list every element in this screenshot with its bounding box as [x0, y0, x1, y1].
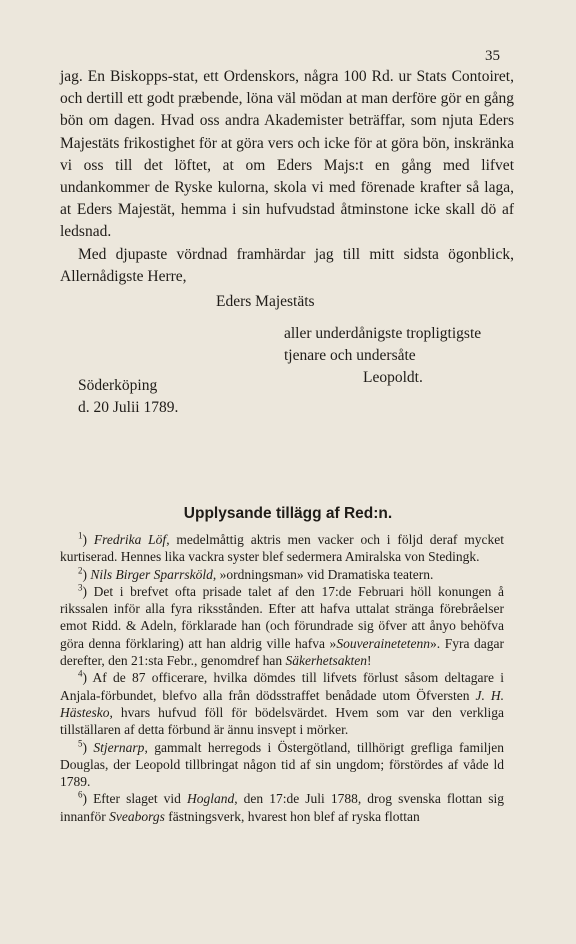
footnote-number: 3 [78, 582, 83, 593]
footnote-text: , »ordningsman» vid Dramatiska teatern. [212, 566, 434, 582]
footnote-name: Sveaborgs [109, 808, 165, 824]
footnote-number: 6 [78, 789, 83, 800]
signature-line-2: tjenare och undersåte [284, 347, 416, 365]
footnote-name: Stjernarp [93, 739, 145, 755]
footnote-text: , den 17:de Juli 1788, drog svenska flottan sig innanför [60, 791, 504, 824]
letter-paragraph-1: jag. En Biskopps-stat, ett Ordenskors, några 100 Rd. ur Stats Contoiret, och dertill ett godt præbende, löna väl mödan at man derföre gör en gång bön om dagen. Hvad oss andra Akademister beträffar, som njuta Eders Majestäts frikostighet för at göra vers och icke för at göra bön, inskränka vi oss till det löftet, at om Eders Majs:t en gång med lifvet undankommer de Ryske kulorna, skola vi med förenade krafter så laga, at Eders Majestät, hemma i sin hufvudstad åtminstone icke skall dö af ledsnad. [60, 68, 514, 241]
footnote-6: $^6$) Efter slaget vid Hogland, den 17:de Juli 1788, drog svenska flottan sig innanför Sveaborgs fästningsverk, hvarest hon blef af ryska flottan [60, 789, 504, 824]
footnote-text: Efter slaget vid [93, 791, 187, 807]
letter-closing: Eders Majestäts [216, 293, 315, 311]
footnote-emphasis: Souverainetetenn [336, 635, 431, 651]
notes-heading: Upplysande tillägg af Red:n. [183, 505, 393, 522]
footnote-text: , hvars hufvud föll för bödelsvärdet. Hvem som var den verkliga tillställaren af detta förbund är ännu insvept i mörker. [60, 704, 504, 738]
footnote-4: $^4$) Af de 87 officerare, hvilka dömdes till lifvets förlust såsom deltagare i Anjala-förbundet, blefvo alla från dödsstraffet benådade utom Öfversten J. H. Hästesko, hvars hufvud föll för bödelsvärdet. Hvem som var den verkliga tillställaren af detta förbund är ännu insvept i mörker. [60, 668, 504, 738]
signature-block [60, 323, 514, 433]
letter-place: Söderköping [78, 377, 158, 395]
letter-date: d. 20 Julii 1789. [78, 399, 179, 417]
page-number: 35 [485, 48, 500, 64]
footnote-number: 5 [78, 738, 83, 749]
letter-paragraph-2: Med djupaste vördnad framhärdar jag till mitt sidsta ögonblick, Allernådigste Herre, [60, 245, 514, 285]
letter-body [60, 66, 514, 433]
footnote-text: , medelmåttig aktris men vacker och i följd deraf mycket kurtiserad. Hennes lika vackra syster blef sedermera Amiralska von Stedingk. [60, 532, 505, 565]
footnote-name: J. H. Hästesko [60, 687, 504, 720]
footnote-3: $^3$) Det i brefvet ofta prisade talet af den 17:de Februari höll konungen å rikssalen inför alla fyra riksstånden. Efter att hafva uttalat stränga förebråelser emot Ridd. & Adeln, förklarade han (och förundrade sig öfver att ånyo behöfva göra denna förklaring) att han aldrig ville hafva »Souverainetetenn». Fyra dagar derefter, den 21:sta Febr., genomdref han Säkerhetsakten! [60, 582, 504, 669]
footnote-text: , gammalt herregods i Östergötland, tillhörigt grefliga familjen Douglas, der Leopold tillbringat någon tid af sin ungdom; förstördes af våde ld 1789. [60, 739, 505, 790]
footnote-text: fästningsverk, hvarest hon blef af ryska flottan [164, 808, 420, 824]
footnote-text: ! [367, 653, 372, 669]
footnote-number: 2 [78, 565, 83, 576]
footnote-emphasis: Säkerhetsakten [285, 653, 367, 669]
footnote-name: Fredrika Löf [93, 532, 167, 547]
footnote-name: Nils Birger Sparrsköld [90, 566, 213, 582]
footnote-1: $^1$) Fredrika Löf, medelmåttig aktris men vacker och i följd deraf mycket kurtiserad. Hennes lika vackra syster blef sedermera Amiralska von Stedingk. [60, 530, 505, 565]
footnote-number: 4 [78, 668, 83, 679]
footnote-number: 1 [78, 530, 83, 541]
signature-name: Leopoldt. [363, 369, 423, 387]
footnote-2: $^2$) Nils Birger Sparrsköld, »ordningsman» vid Dramatiska teatern. [78, 565, 434, 582]
footnote-name: Hogland [186, 791, 235, 807]
footnotes [60, 531, 504, 825]
footnote-text: Af de 87 officerare, hvilka dömdes till lifvets förlust såsom deltagare i Anjala-förbundet, blefvo alla från dödsstraffet benådade utom Öfversten [60, 670, 504, 703]
footnote-5: $^5$) Stjernarp, gammalt herregods i Östergötland, tillhörigt grefliga familjen Douglas, der Leopold tillbringat någon tid af sin ungdom; förstördes af våde ld 1789. [60, 738, 505, 790]
footnote-text: Det i brefvet ofta prisade talet af den 17:de Februari höll konungen å rikssalen inför alla fyra riksstånden. Efter att hafva uttalat stränga förebråelser emot Ridd. & Adeln, förklarade han (och förundrade sig öfver att ånyo behöfva göra denna förklaring) att han aldrig ville hafva » [60, 583, 504, 651]
footnote-text: ». Fyra dagar derefter, den 21:sta Febr., genomdref han [60, 635, 504, 669]
signature-line-1: aller underdånigste tropligtigste [284, 325, 482, 343]
